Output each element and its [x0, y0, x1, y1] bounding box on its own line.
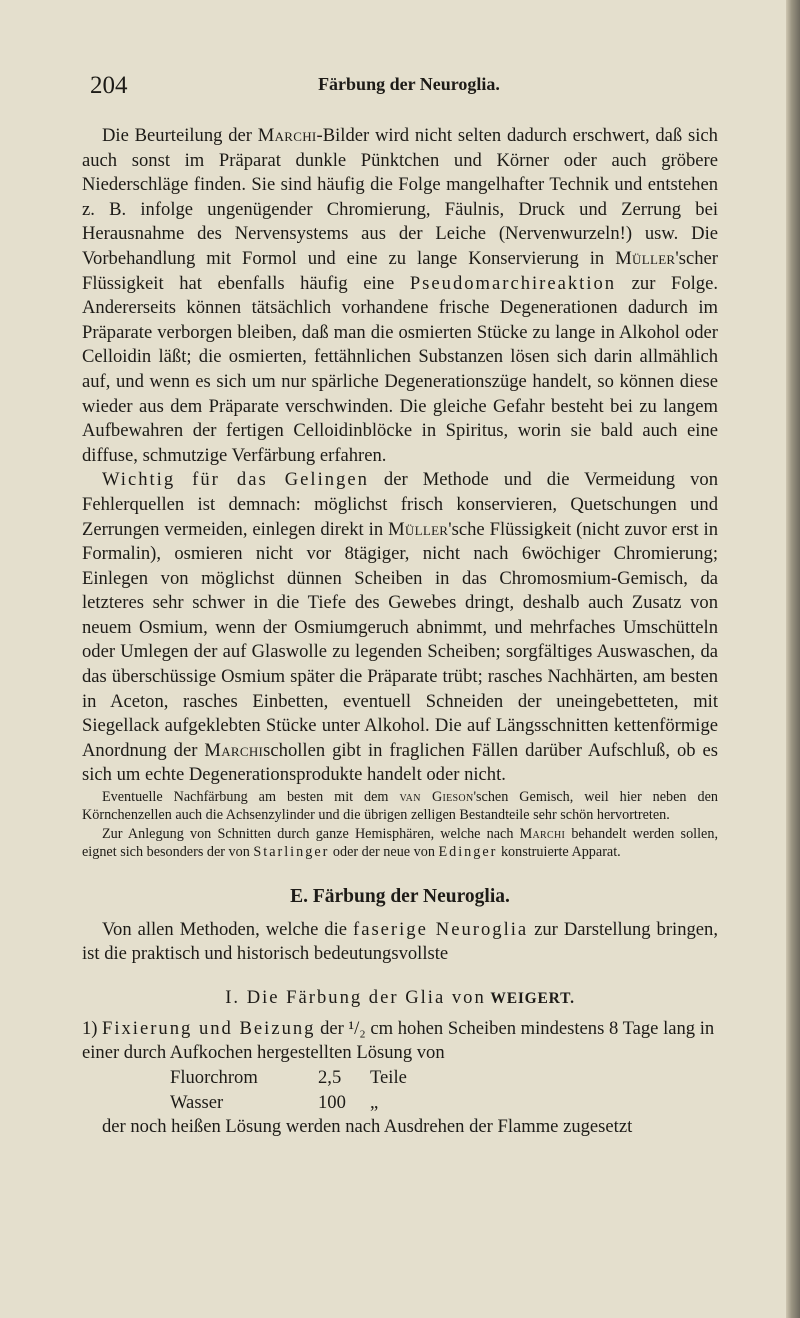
ingredient-unit: „	[370, 1091, 379, 1113]
text-run: Von allen Methoden, welche die	[102, 918, 353, 940]
emphasized-term: Starlinger	[253, 844, 330, 861]
page-header	[90, 72, 728, 102]
page-body	[82, 124, 718, 1140]
text-run: zur Darstellung bringen, ist die praktisch und historisch bedeutungsvollste	[82, 918, 718, 965]
author-name: Marchi	[204, 739, 264, 761]
ingredient-name: Fluorchrom	[170, 1067, 258, 1089]
text-run: der Methode und die Vermeidung von Fehlerquellen ist demnach: möglichst frisch konservieren, Quetschungen und Zerrungen vermeiden, einlegen direkt in	[82, 469, 718, 540]
note-counterstain	[82, 788, 718, 825]
author-name: van Gieson	[399, 789, 474, 806]
text-run: Zur Anlegung von Schnitten durch ganze Hemisphären, welche nach	[102, 825, 520, 842]
section-heading: E. Färbung der Neuroglia.	[290, 885, 510, 907]
text-run: -Bilder wird nicht selten dadurch erschwert, daß sich auch sonst im Präparat dunkle Pünktchen und Körner oder auch gröbere Niederschläge finden. Sie sind häufig die Folge mangelhafter Technik und entstehen z. B. infolge ungenügender Chromierung, Fäulnis, Druck und Zerrung bei Herausnahme des Nervensystems aus der Leiche (Nervenwurzeln!) usw. Die Vorbehandlung mit Formol und eine zu lange Konservierung in	[82, 125, 718, 269]
text-run: 'schen Gemisch, weil hier neben den Körnchenzellen auch die Achsenzylinder und die übrigen zelligen Bestandteile sehr schön hervortreten.	[82, 789, 718, 824]
author-name: Müller	[388, 518, 449, 540]
author-name: Marchi	[257, 125, 317, 146]
text-run: zur Folge. Andererseits können tätsächlich vorhandene frische Degenerationen dadurch im Präparate verborgen bleiben, daß man die osmierten Stücke zu lange in Alkohol oder Celloidin läßt; die osmierten, fettähnlichen Substanzen lösen sich darin allmählich auf, und wenn es sich um nur spärliche Degenerationszüge handelt, so können diese wieder aus dem Präparate verschwinden. Die gleiche Gefahr besteht bei zu langem Aufbewahren der fertigen Celloidinblöcke in Spiritus, worin sie bald auch eine diffuse, schmutzige Verfärbung erfahren.	[82, 272, 718, 466]
ingredient-amount: 2,5	[318, 1067, 342, 1089]
text-run: oder der neue von	[329, 844, 439, 861]
step-number: 1)	[82, 1017, 98, 1039]
section-intro	[82, 918, 718, 967]
recipe-row	[170, 1066, 718, 1091]
subsection-title: I. Die Färbung der Glia von	[225, 986, 486, 1008]
ingredient-unit: Teile	[370, 1067, 407, 1089]
recipe-table	[170, 1066, 718, 1115]
emphasized-term: Wichtig für das Gelingen	[102, 469, 369, 491]
paragraph-success-factors	[82, 468, 718, 788]
emphasized-term: Pseudomarchireaktion	[409, 272, 617, 294]
note-hemisphere-sections	[82, 825, 718, 862]
emphasized-term: Fixierung und Beizung	[102, 1017, 316, 1039]
emphasized-term: faserige Neuroglia	[353, 918, 529, 940]
step-continuation: der noch heißen Lösung werden nach Ausdrehen der Flamme zugesetzt	[102, 1116, 633, 1138]
text-run: 'scher Flüssigkeit hat ebenfalls häufig eine	[82, 247, 718, 294]
text-run: 'sche Flüssigkeit (nicht zuvor erst in Formalin), osmieren nicht vor 8tägiger, nicht nach 6wöchiger Chromierung; Einlegen von möglichst dünnen Scheiben in das Chromosmium-Gemisch, da letzteres sehr schwer in die Tiefe des Gewebes dringt, deshalb auch Zusatz von neuem Osmium, wenn der Osmiumgeruch abnimmt, und mehrfaches Umschütteln oder Umlegen der auf Glaswolle zu legenden Scheiben; sorgfältiges Auswaschen, da das überschüssige Osmium später die Präparate trübt; rasches Nachhärten, am besten in Aceton, rasches Einbetten, eventuell Schneiden der uneingebetteten, mit Siegellack aufgeklebten Stücke unter Alkohol. Die auf Längsschnitten kettenförmige Anordnung der	[82, 518, 718, 761]
author-name: Müller	[615, 247, 676, 269]
paragraph-marchi-assessment	[82, 124, 718, 468]
text-run: cm hohen Scheiben mindestens 8 Tage lang in einer durch Aufkochen hergestellten Lösung von	[82, 1017, 715, 1064]
emphasized-term: Edinger	[438, 844, 498, 861]
running-title: Färbung der Neuroglia.	[318, 74, 500, 94]
author-name: WEIGERT.	[490, 989, 575, 1007]
subsection-heading	[82, 987, 718, 1009]
author-name: Marchi	[519, 825, 566, 842]
text-run: behandelt werden sollen, eignet sich besonders der von	[82, 825, 718, 861]
ingredient-amount: 100	[318, 1091, 346, 1113]
page-number: 204	[90, 72, 128, 99]
fraction: ¹/₂	[348, 1017, 366, 1039]
page-edge	[786, 0, 800, 1318]
text-run: Die Beurteilung der	[102, 125, 258, 146]
text-run: der	[315, 1017, 349, 1039]
text-run: Eventuelle Nachfärbung am besten mit dem	[102, 789, 400, 806]
step-fixation	[82, 1017, 718, 1066]
text-run: schollen gibt in fraglichen Fällen darüber Aufschluß, ob es sich um echte Degenerationsprodukte handelt oder nicht.	[82, 739, 718, 786]
recipe-row	[170, 1091, 718, 1116]
text-run: konstruierte Apparat.	[497, 844, 621, 861]
ingredient-name: Wasser	[170, 1091, 224, 1113]
